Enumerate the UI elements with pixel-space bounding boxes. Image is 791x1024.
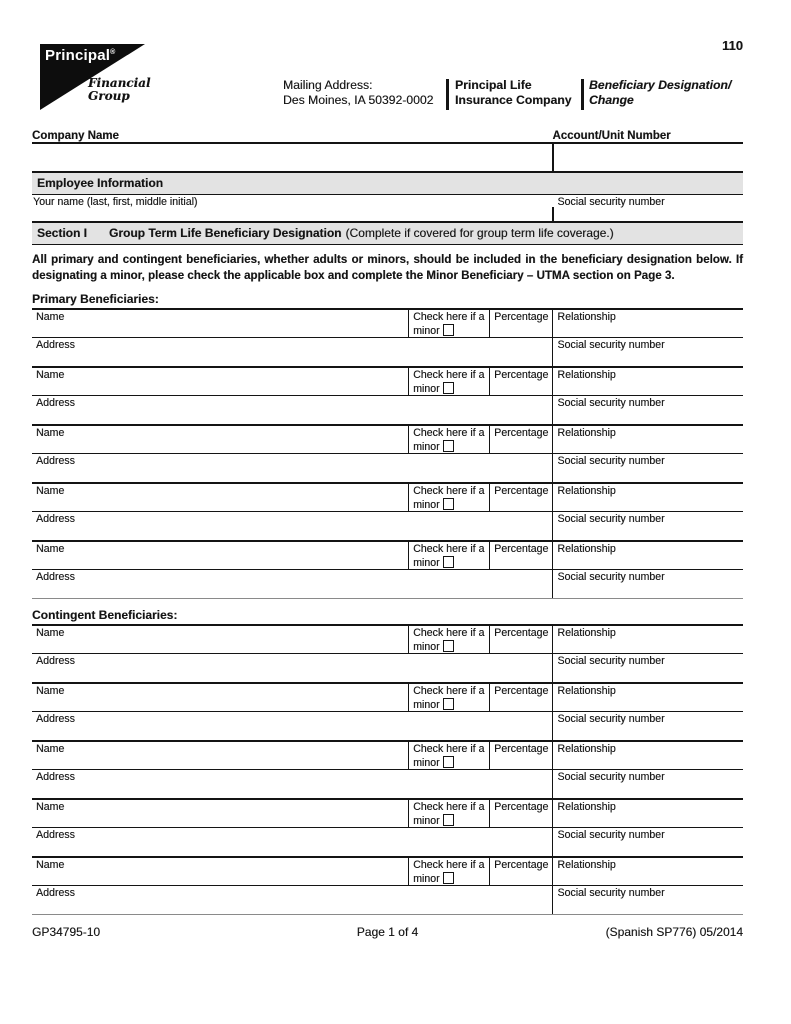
address-label: Address: [36, 887, 75, 899]
relationship-label: Relationship: [557, 369, 616, 381]
minor-check-label-line2: minor: [413, 498, 440, 511]
insurance-company-line1: Principal Life: [455, 78, 532, 92]
registered-mark-icon: ®: [110, 49, 116, 56]
minor-checkbox[interactable]: [443, 814, 454, 826]
primary-beneficiaries-table: [32, 308, 743, 599]
minor-check-label-line2: minor: [413, 440, 440, 453]
beneficiary-address-field[interactable]: [32, 396, 552, 424]
percentage-field[interactable]: [489, 742, 552, 769]
beneficiary-address-row: [32, 827, 743, 856]
minor-checkbox[interactable]: [443, 324, 454, 336]
beneficiary-row: [32, 856, 743, 914]
ssn-label: Social security number: [557, 513, 665, 525]
section-1-header-bar: [32, 223, 743, 245]
beneficiary-name-field[interactable]: [32, 484, 408, 511]
ssn-label: Social security number: [557, 887, 665, 899]
percentage-label: Percentage: [494, 311, 549, 323]
minor-checkbox[interactable]: [443, 756, 454, 768]
ssn-label: Social security number: [557, 655, 665, 667]
beneficiary-ssn-field[interactable]: [552, 770, 743, 798]
name-label: Name: [36, 627, 65, 639]
section-1-note: (Complete if covered for group term life coverage.): [345, 226, 614, 240]
percentage-field[interactable]: [489, 542, 552, 569]
beneficiary-address-row: [32, 337, 743, 366]
relationship-label: Relationship: [557, 743, 616, 755]
beneficiary-address-field[interactable]: [32, 654, 552, 682]
relationship-label: Relationship: [557, 627, 616, 639]
minor-check-cell: [408, 310, 489, 337]
minor-checkbox[interactable]: [443, 640, 454, 652]
minor-check-label-line1: Check here if a: [413, 311, 485, 323]
insurance-company-line2: Insurance Company: [455, 93, 572, 107]
relationship-label: Relationship: [557, 427, 616, 439]
beneficiary-address-row: [32, 569, 743, 598]
beneficiary-name-row: [32, 308, 743, 337]
minor-checkbox[interactable]: [443, 698, 454, 710]
minor-check-label-line2: minor: [413, 324, 440, 337]
relationship-field[interactable]: [552, 858, 743, 885]
beneficiary-address-field[interactable]: [32, 338, 552, 366]
minor-check-cell: [408, 684, 489, 711]
principal-financial-group-logo: [40, 44, 151, 110]
relationship-field[interactable]: [552, 626, 743, 653]
percentage-label: Percentage: [494, 801, 549, 813]
percentage-field[interactable]: [489, 858, 552, 885]
beneficiary-address-field[interactable]: [32, 828, 552, 856]
name-label: Name: [36, 801, 65, 813]
minor-check-label-line1: Check here if a: [413, 543, 485, 555]
percentage-field[interactable]: [489, 426, 552, 453]
percentage-label: Percentage: [494, 543, 549, 555]
beneficiary-name-field[interactable]: [32, 858, 408, 885]
percentage-field[interactable]: [489, 800, 552, 827]
name-label: Name: [36, 685, 65, 697]
beneficiary-address-field[interactable]: [32, 712, 552, 740]
minor-check-cell: [408, 626, 489, 653]
percentage-label: Percentage: [494, 743, 549, 755]
beneficiary-name-row: [32, 540, 743, 569]
relationship-field[interactable]: [552, 368, 743, 395]
beneficiary-name-field[interactable]: [32, 426, 408, 453]
footer-page-number: Page 1 of 4: [356, 925, 419, 939]
beneficiary-row: [32, 540, 743, 598]
name-label: Name: [36, 859, 65, 871]
beneficiary-name-row: [32, 740, 743, 769]
beneficiary-name-row: [32, 424, 743, 453]
address-label: Address: [36, 771, 75, 783]
minor-check-cell: [408, 800, 489, 827]
minor-checkbox[interactable]: [443, 556, 454, 568]
ssn-label: Social security number: [557, 455, 665, 467]
ssn-label: Social security number: [557, 713, 665, 725]
percentage-field[interactable]: [489, 684, 552, 711]
employee-ssn-field[interactable]: [554, 207, 743, 221]
beneficiary-row: [32, 624, 743, 682]
form-title-line2: Change: [589, 93, 634, 107]
relationship-field[interactable]: [552, 484, 743, 511]
beneficiary-address-field[interactable]: [32, 770, 552, 798]
minor-check-label-line1: Check here if a: [413, 627, 485, 639]
beneficiary-name-field[interactable]: [32, 542, 408, 569]
address-label: Address: [36, 455, 75, 467]
company-name-field[interactable]: [32, 144, 552, 171]
percentage-label: Percentage: [494, 427, 549, 439]
relationship-label: Relationship: [557, 685, 616, 697]
beneficiary-address-row: [32, 653, 743, 682]
beneficiary-address-row: [32, 511, 743, 540]
name-label: Name: [36, 427, 65, 439]
address-label: Address: [36, 339, 75, 351]
ssn-label: Social security number: [557, 397, 665, 409]
minor-check-label-line1: Check here if a: [413, 427, 485, 439]
mailing-address-line1: Mailing Address:: [283, 78, 373, 92]
account-unit-number-field[interactable]: [554, 144, 743, 171]
minor-check-label-line1: Check here if a: [413, 801, 485, 813]
beneficiary-ssn-field[interactable]: [552, 512, 743, 540]
form-title-line1: Beneficiary Designation/: [589, 78, 732, 92]
percentage-field[interactable]: [489, 626, 552, 653]
minor-check-cell: [408, 484, 489, 511]
beneficiary-ssn-field[interactable]: [552, 828, 743, 856]
header-divider-bar: [446, 79, 449, 110]
minor-check-label-line2: minor: [413, 698, 440, 711]
beneficiary-name-field[interactable]: [32, 742, 408, 769]
minor-check-label-line1: Check here if a: [413, 685, 485, 697]
percentage-label: Percentage: [494, 627, 549, 639]
footer-revision: (Spanish SP776) 05/2014: [605, 925, 743, 939]
percentage-label: Percentage: [494, 859, 549, 871]
relationship-field[interactable]: [552, 542, 743, 569]
minor-checkbox[interactable]: [443, 872, 454, 884]
ssn-label: Social security number: [557, 571, 665, 583]
account-unit-number-label: Account/Unit Number: [552, 130, 671, 142]
beneficiary-name-field[interactable]: [32, 684, 408, 711]
minor-check-cell: [408, 542, 489, 569]
relationship-label: Relationship: [557, 801, 616, 813]
beneficiary-name-row: [32, 798, 743, 827]
minor-check-label-line2: minor: [413, 556, 440, 569]
beneficiary-ssn-field[interactable]: [552, 396, 743, 424]
minor-check-label-line1: Check here if a: [413, 369, 485, 381]
section-1-label: Section I: [37, 226, 88, 240]
percentage-label: Percentage: [494, 685, 549, 697]
beneficiary-name-field[interactable]: [32, 310, 408, 337]
percentage-label: Percentage: [494, 369, 549, 381]
company-name-label: Company Name: [32, 130, 119, 142]
name-label: Name: [36, 311, 65, 323]
beneficiary-address-field[interactable]: [32, 570, 552, 598]
address-label: Address: [36, 571, 75, 583]
address-label: Address: [36, 397, 75, 409]
logo-subtitle: Financial Group: [88, 76, 151, 103]
beneficiary-name-row: [32, 682, 743, 711]
beneficiary-name-row: [32, 856, 743, 885]
insurance-company-name: [455, 78, 572, 108]
your-name-field[interactable]: [32, 207, 552, 221]
beneficiary-ssn-field[interactable]: [552, 454, 743, 482]
employee-information-section-bar: [32, 173, 743, 195]
relationship-field[interactable]: [552, 742, 743, 769]
minor-checkbox[interactable]: [443, 382, 454, 394]
ssn-label: Social security number: [557, 339, 665, 351]
minor-check-cell: [408, 742, 489, 769]
beneficiary-ssn-field[interactable]: [552, 712, 743, 740]
employee-name-row: [32, 195, 743, 223]
beneficiary-name-row: [32, 624, 743, 653]
beneficiary-ssn-field[interactable]: [552, 886, 743, 914]
company-account-fill-row: [32, 142, 743, 173]
section-1-title: Group Term Life Beneficiary Designation: [109, 226, 342, 240]
name-label: Name: [36, 743, 65, 755]
beneficiary-address-row: [32, 885, 743, 914]
minor-check-label-line2: minor: [413, 872, 440, 885]
beneficiary-address-field[interactable]: [32, 454, 552, 482]
relationship-field[interactable]: [552, 684, 743, 711]
relationship-field[interactable]: [552, 800, 743, 827]
minor-check-label-line2: minor: [413, 814, 440, 827]
beneficiary-row: [32, 740, 743, 798]
minor-check-label-line2: minor: [413, 640, 440, 653]
beneficiary-address-field[interactable]: [32, 886, 552, 914]
footer-form-code: GP34795-10: [32, 925, 101, 939]
page-footer: [32, 925, 743, 939]
name-label: Name: [36, 485, 65, 497]
beneficiary-row: [32, 482, 743, 540]
beneficiary-name-field[interactable]: [32, 800, 408, 827]
beneficiary-address-row: [32, 711, 743, 740]
beneficiary-name-field[interactable]: [32, 626, 408, 653]
relationship-label: Relationship: [557, 485, 616, 497]
beneficiary-address-field[interactable]: [32, 512, 552, 540]
your-name-label: Your name (last, first, middle initial): [33, 196, 198, 208]
relationship-label: Relationship: [557, 859, 616, 871]
address-label: Address: [36, 513, 75, 525]
percentage-field[interactable]: [489, 484, 552, 511]
beneficiary-name-field[interactable]: [32, 368, 408, 395]
address-label: Address: [36, 655, 75, 667]
company-account-labels: [32, 126, 743, 142]
form-header: [32, 38, 743, 126]
minor-check-cell: [408, 858, 489, 885]
beneficiary-address-row: [32, 453, 743, 482]
employee-information-title: Employee Information: [37, 176, 164, 190]
percentage-field[interactable]: [489, 310, 552, 337]
relationship-label: Relationship: [557, 543, 616, 555]
address-label: Address: [36, 713, 75, 725]
contingent-beneficiaries-heading: Contingent Beneficiaries:: [32, 608, 178, 622]
minor-checkbox[interactable]: [443, 440, 454, 452]
beneficiary-address-row: [32, 769, 743, 798]
header-divider-bar: [581, 79, 584, 110]
percentage-field[interactable]: [489, 368, 552, 395]
beneficiary-row: [32, 798, 743, 856]
ssn-label: Social security number: [557, 829, 665, 841]
contingent-beneficiaries-table: [32, 624, 743, 915]
beneficiary-row: [32, 366, 743, 424]
relationship-field[interactable]: [552, 310, 743, 337]
address-label: Address: [36, 829, 75, 841]
form-number-badge: 110: [722, 38, 743, 53]
minor-check-label-line1: Check here if a: [413, 859, 485, 871]
beneficiary-row: [32, 424, 743, 482]
beneficiary-ssn-field[interactable]: [552, 654, 743, 682]
primary-beneficiaries-heading: Primary Beneficiaries:: [32, 292, 159, 306]
minor-check-label-line2: minor: [413, 756, 440, 769]
employee-ssn-label: Social security number: [557, 196, 665, 208]
beneficiary-row: [32, 308, 743, 366]
name-label: Name: [36, 369, 65, 381]
beneficiary-ssn-field[interactable]: [552, 570, 743, 598]
relationship-field[interactable]: [552, 426, 743, 453]
minor-check-cell: [408, 426, 489, 453]
beneficiary-address-row: [32, 395, 743, 424]
logo-brand-text: Principal®: [45, 47, 116, 64]
name-label: Name: [36, 543, 65, 555]
mailing-address: [283, 78, 433, 108]
beneficiary-ssn-field[interactable]: [552, 338, 743, 366]
form-title: [589, 78, 731, 108]
mailing-address-line2: Des Moines, IA 50392-0002: [283, 93, 434, 107]
minor-check-cell: [408, 368, 489, 395]
minor-check-label-line1: Check here if a: [413, 485, 485, 497]
beneficiary-row: [32, 682, 743, 740]
percentage-label: Percentage: [494, 485, 549, 497]
instructions-paragraph: All primary and contingent beneficiaries, whether adults or minors, should be included in the beneficiary designation below. If designating a minor, please check the applicable box and complete the Minor Beneficiary – UTMA section on Page 3.: [32, 253, 743, 282]
minor-checkbox[interactable]: [443, 498, 454, 510]
beneficiary-name-row: [32, 482, 743, 511]
beneficiary-name-row: [32, 366, 743, 395]
minor-check-label-line1: Check here if a: [413, 743, 485, 755]
relationship-label: Relationship: [557, 311, 616, 323]
ssn-label: Social security number: [557, 771, 665, 783]
minor-check-label-line2: minor: [413, 382, 440, 395]
